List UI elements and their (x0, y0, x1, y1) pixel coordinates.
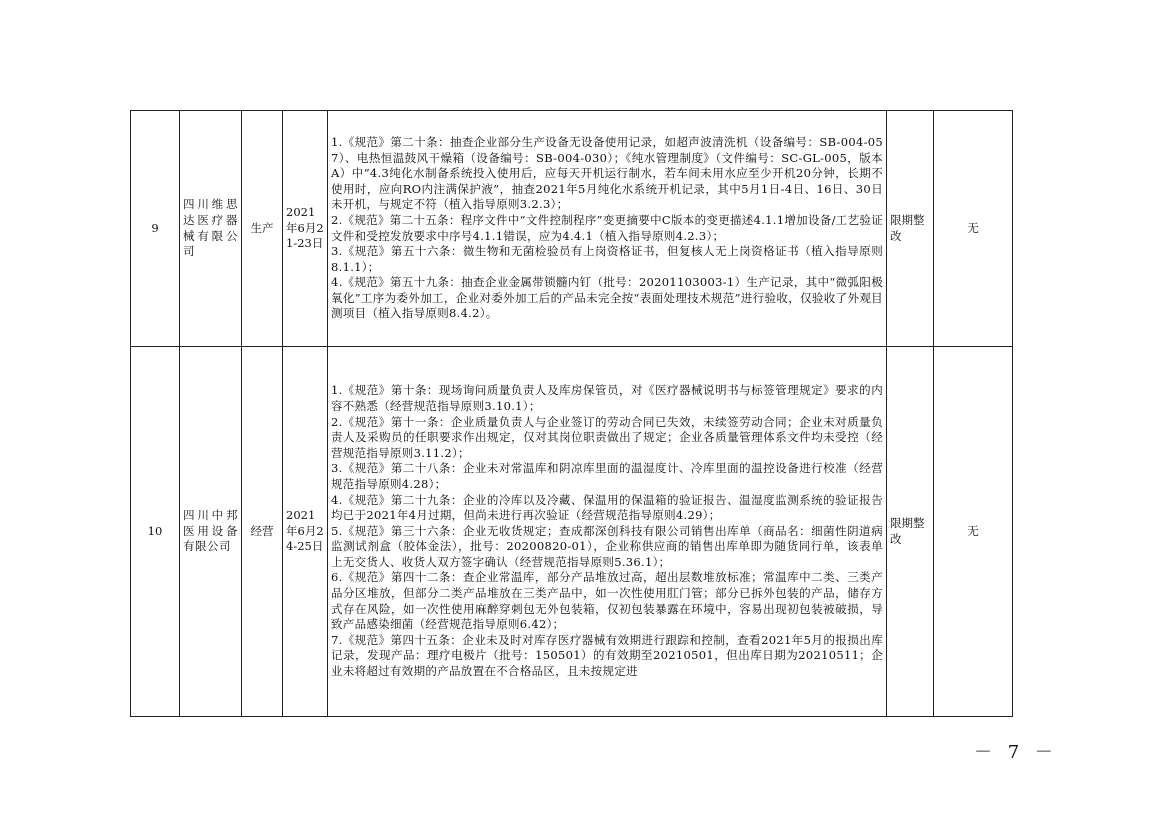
issue-item: 2.《规范》第十一条：企业质量负责人与企业签订的劳动合同已失效，未续签劳动合同；企业未对质量负责人及采购员的任职要求作出规定，仅对其岗位职责做出了规定；企业各质量管理体系文件均未受控（经营规范指导原则3.11.2）； (331, 414, 883, 460)
handling-measure: 限期整改 (887, 111, 934, 347)
table-row (131, 347, 1013, 717)
row-number: 10 (131, 347, 180, 717)
issue-item: 4.《规范》第二十九条：企业的冷库以及冷藏、保温用的保温箱的验证报告、温湿度监测系统的验证报告均已于2021年4月过期，但尚未进行再次验证（经营规范指导原则4.29）； (331, 492, 883, 523)
remarks: 无 (934, 111, 1013, 347)
company-name: 四川中邦医用设备有限公司 (180, 347, 242, 717)
remarks: 无 (934, 347, 1013, 717)
issue-item: 1.《规范》第二十条：抽查企业部分生产设备无设备使用记录，如超声波清洗机（设备编号：SB-004-057）、电热恒温鼓风干燥箱（设备编号：SB-004-030）；《纯水管理制度》（文件编号：SC-GL-005，版本A）中“4.3纯化水制备系统投入使用后，应每天开机运行制水，若车间未用水应至少开机20分钟，长期不使用时，应向RO内注满保护液”，抽查2021年5月纯化水系统开机记录，其中5月1日-4日、16日、30日未开机，与规定不符（植入指导原则3.2.3）； (331, 134, 883, 212)
inspection-type: 生产 (242, 111, 283, 347)
issue-item: 2.《规范》第二十五条：程序文件中“文件控制程序”变更摘要中C版本的变更描述4.1.1增加设备/工艺验证文件和受控发放要求中序号4.1.1错误，应为4.4.1（植入指导原则4.2.3）； (331, 212, 883, 243)
issue-item: 3.《规范》第五十六条：微生物和无菌检验员有上岗资格证书，但复核人无上岗资格证书（植入指导原则8.1.1）； (331, 244, 883, 274)
issues-cell (328, 347, 887, 717)
issue-item: 1.《规范》第十条：现场询问质量负责人及库房保管员，对《医疗器械说明书与标签管理规定》要求的内容不熟悉（经营规范指导原则3.10.1）； (331, 383, 883, 413)
issues-cell (328, 111, 887, 347)
page-number: － 7 － (974, 742, 1058, 763)
inspection-results-table (130, 110, 1013, 717)
issue-item: 5.《规范》第三十六条：企业无收货规定；查成都深创科技有限公司销售出库单（商品名：细菌性阴道病监测试剂盒（胶体金法），批号：20200820-01），企业称供应商的销售出库单即为随货同行单，该表单上无交货人、收货人双方签字确认（经营规范指导原则5.36.1）； (331, 523, 883, 569)
issue-item: 4.《规范》第五十九条：抽查企业金属带锁髓内钉（批号：20201103003-1）生产记录，其中“微弧阳极氧化”工序为委外加工，企业对委外加工后的产品未完全按“表面处理技术规范”进行验收，仅验收了外观目测项目（植入指导原则8.4.2）。 (331, 275, 883, 321)
table-row (131, 111, 1013, 347)
issue-item: 3.《规范》第二十八条：企业未对常温库和阴凉库里面的温湿度计、冷库里面的温控设备进行校准（经营规范指导原则4.28）； (331, 461, 883, 491)
inspection-date: 2021年6月21-23日 (283, 111, 328, 347)
issue-item: 7.《规范》第四十五条：企业未及时对库存医疗器械有效期进行跟踪和控制，查看2021年5月的报损出库记录，发现产品：理疗电极片（批号：150501）的有效期至20210501，但出库日期为20210511；企业未将超过有效期的产品放置在不合格品区，且未按规定进 (331, 632, 883, 679)
company-name: 四川维思达医疗器械有限公司 (180, 111, 242, 347)
issue-item: 6.《规范》第四十二条：查企业常温库，部分产品堆放过高，超出层数堆放标准；常温库中二类、三类产品分区堆放，但部分二类产品堆放在三类产品中，如一次性使用肛门管；部分已拆外包装的产品，储存方式存在风险，如一次性使用麻醉穿刺包无外包装箱，仅初包装暴露在环境中，容易出现初包装被破损，导致产品感染细菌（经营规范指导原则6.42）； (331, 570, 883, 632)
inspection-date: 2021年6月24-25日 (283, 347, 328, 717)
inspection-type: 经营 (242, 347, 283, 717)
row-number: 9 (131, 111, 180, 347)
handling-measure: 限期整改 (887, 347, 934, 717)
